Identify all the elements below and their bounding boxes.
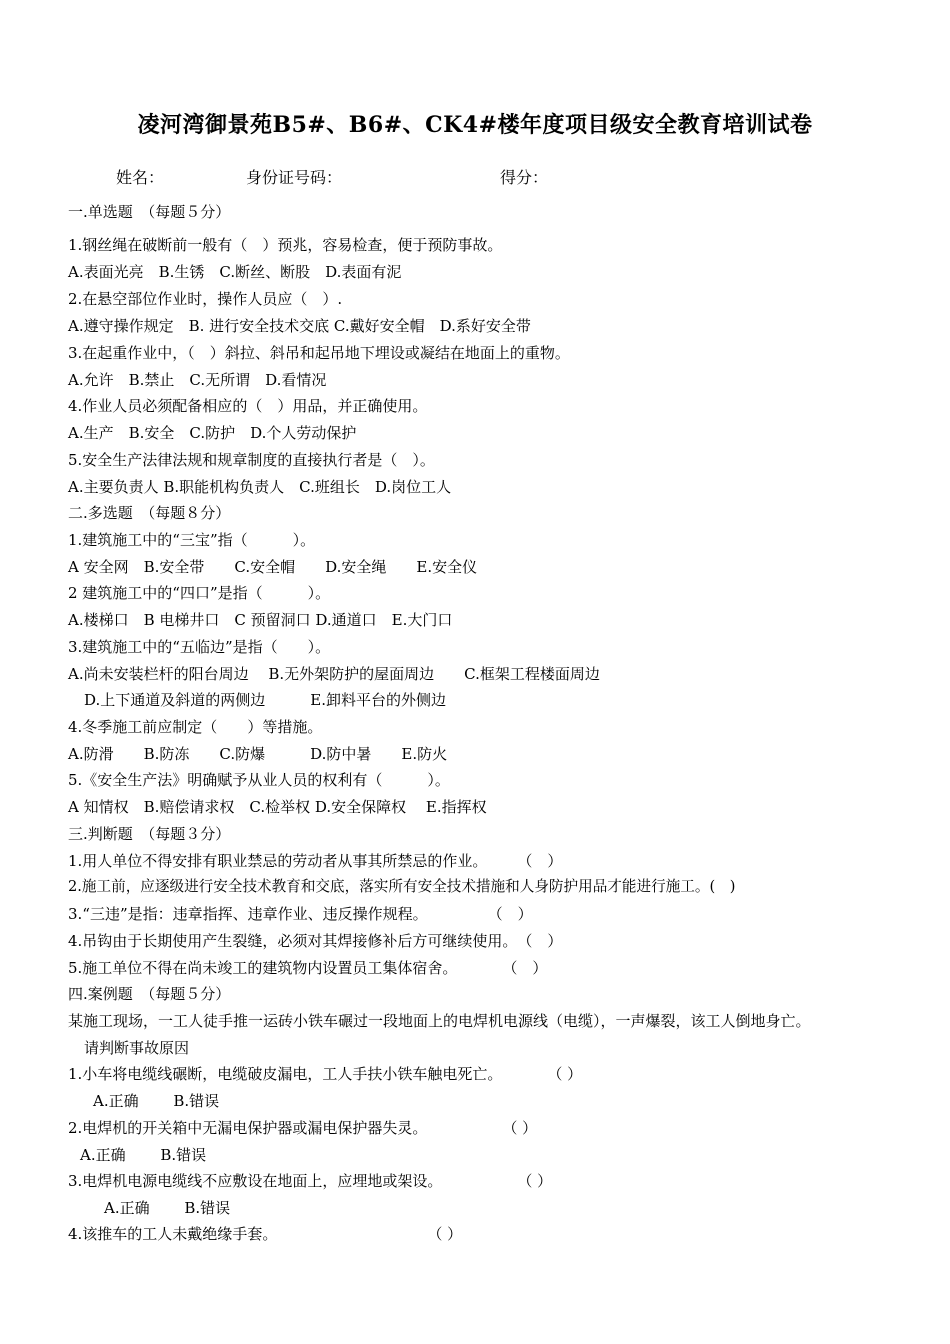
section-heading: 四.案例题 （每题５分） (68, 985, 231, 1003)
question: 5.《安全生产法》明确赋予从业人员的权利有（ ）。 (68, 771, 450, 789)
question: 3.“三违”是指：违章指挥、违章作业、违反操作规程。 （ ） (68, 905, 533, 923)
options: D.上下通道及斜道的两侧边 E.卸料平台的外侧边 (84, 691, 446, 709)
question: 4.冬季施工前应制定（ ）等措施。 (68, 718, 323, 736)
case-description: 某施工现场，一工人徒手推一运砖小铁车碾过一段地面上的电焊机电源线（电缆），一声爆裂，该工人倒地身亡。 (68, 1012, 811, 1030)
options: A.生产 B.安全 C.防护 D.个人劳动保护 (68, 424, 357, 442)
options: A.遵守操作规定 B. 进行安全技术交底 C.戴好安全帽 D.系好安全带 (68, 317, 531, 335)
question: 4.吊钩由于长期使用产生裂缝，必须对其焊接修补后方可继续使用。 （ ） (68, 932, 563, 950)
options: A.尚未安装栏杆的阳台周边 B.无外架防护的屋面周边 C.框架工程楼面周边 (68, 665, 600, 683)
options: A.主要负责人 B.职能机构负责人 C.班组长 D.岗位工人 (68, 478, 452, 496)
question: 2.在悬空部位作业时，操作人员应（ ）. (68, 290, 343, 308)
id-number-label: 身份证号码： (246, 168, 343, 187)
question: 4.该推车的工人未戴绝缘手套。 （ ） (68, 1225, 463, 1243)
question: 5.施工单位不得在尚未竣工的建筑物内设置员工集体宿舍。 （ ） (68, 959, 548, 977)
case-prompt: 请判断事故原因 (84, 1039, 190, 1057)
section-heading: 一.单选题 （每题５分） (68, 203, 231, 221)
question: 4.作业人员必须配备相应的（ ）用品，并正确使用。 (68, 397, 428, 415)
question: 2.电焊机的开关箱中无漏电保护器或漏电保护器失灵。 （ ） (68, 1119, 538, 1137)
options: A.正确 B.错误 (93, 1092, 220, 1110)
question: 3.在起重作业中，（ ）斜拉、斜吊和起吊地下埋设或凝结在地面上的重物。 (68, 344, 570, 362)
section-heading: 二.多选题 （每题８分） (68, 504, 231, 522)
options: A 知情权 B.赔偿请求权 C.检举权 D.安全保障权 E.指挥权 (68, 798, 487, 816)
question: 2.施工前，应逐级进行安全技术教育和交底，落实所有安全技术措施和人身防护用品才能进行施工。( ) (68, 878, 736, 895)
question: 5.安全生产法律法规和规章制度的直接执行者是（ ）。 (68, 451, 435, 469)
options: A.表面光亮 B.生锈 C.断丝、断股 D.表面有泥 (68, 263, 402, 281)
question: 3.建筑施工中的“五临边”是指（ ）。 (68, 638, 331, 656)
options: A 安全网 B.安全带 C.安全帽 D.安全绳 E.安全仪 (68, 558, 478, 576)
options: A.正确 B.错误 (80, 1146, 207, 1164)
question: 1.建筑施工中的“三宝”指（ ）。 (68, 531, 316, 549)
question: 2 建筑施工中的“四口”是指（ ）。 (68, 584, 331, 602)
name-label: 姓名： (116, 168, 165, 187)
question: 3.电焊机电源电缆线不应敷设在地面上，应埋地或架设。 （ ） (68, 1172, 553, 1190)
options: A.允许 B.禁止 C.无所谓 D.看情况 (68, 371, 327, 389)
exam-title: 凌河湾御景苑B5#、B6#、CK4#楼年度项目级安全教育培训试卷 (137, 112, 813, 138)
options: A.正确 B.错误 (104, 1199, 231, 1217)
options: A.楼梯口 B 电梯井口 C 预留洞口 D.通道口 E.大门口 (68, 611, 453, 629)
options: A.防滑 B.防冻 C.防爆 D.防中暑 E.防火 (68, 745, 448, 763)
question: 1.小车将电缆线碾断，电缆破皮漏电，工人手扶小铁车触电死亡。 （ ） (68, 1065, 583, 1083)
score-label: 得分： (500, 168, 549, 187)
question: 1.用人单位不得安排有职业禁忌的劳动者从事其所禁忌的作业。 （ ） (68, 852, 563, 870)
question: 1.钢丝绳在破断前一般有（ ）预兆，容易检查，便于预防事故。 (68, 236, 503, 254)
section-heading: 三.判断题 （每题３分） (68, 825, 231, 843)
